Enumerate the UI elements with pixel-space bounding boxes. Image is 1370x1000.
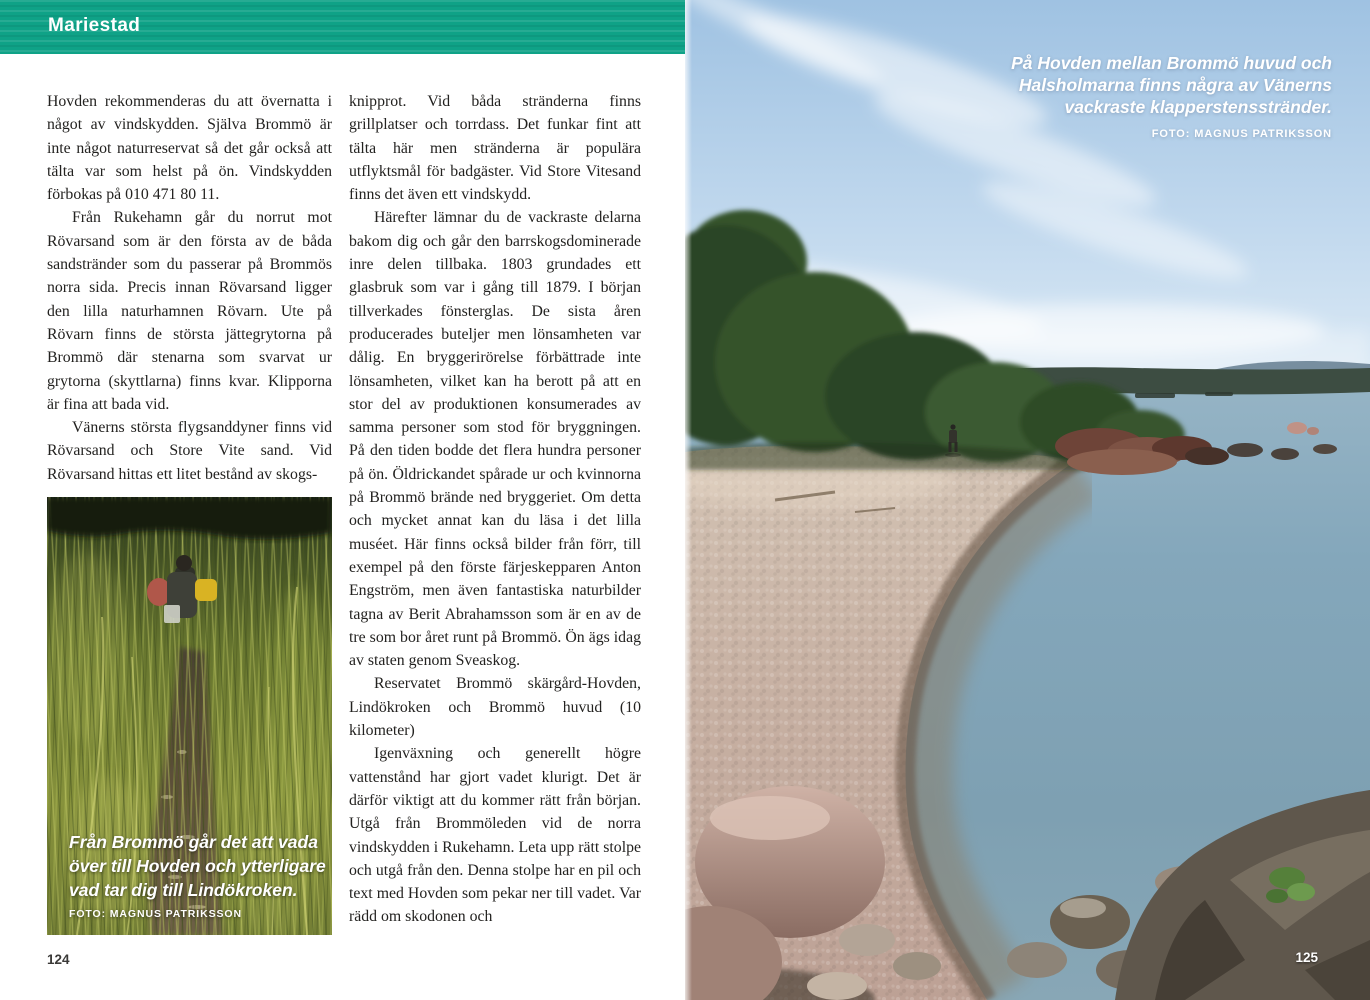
body-paragraph: Igenväxning och generellt högre vattenstånd har gjort vadet klurigt. Det är därför viktigt att du kommer rätt från början. Utgå från Brommöleden vid de norra vindskydden i Rukehamn. Leta upp rätt stolpe och utgå från den. Denna stolpe har en pil och text med Hovden som pekar ner till vadet. Var rädd om skodonen och [349,745,641,926]
text-column-2 [349,90,641,970]
photo-caption [69,830,326,921]
page-number-left: 124 [47,952,70,967]
body-paragraph: Härefter lämnar du de vackraste delarna bakom dig och går den barrskogsdominerade inre delen tillbaka. 1803 grundades ett glasbruk som var i gång till 1879. I början tillverkades fönsterglas. De sista åren producerades buteljer men lönsamheten var dålig. En bryggerirörelse förbättrade inte lönsamheten, vilket kan ha berott på att en stor del av produktionen konsumerades av samma personer som stod för bryggningen. På den tiden bodde det flera hundra personer på ön. Öldrickandet spårade ur och kvinnorna på Brommö brände ned bryggeriet. Om detta och mycket annat kan du läsa i det lilla muséet. Här finns också bilder från förr, till exempel på den förste färjeskepparen Anton Engström, men även fantastiska naturbilder tagna av Berit Abrahamsson som är en av de tre som bor året runt på Brommö. Ön ägs idag av staten genom Sveaskog. [349,209,641,670]
page-number-right: 125 [1295,950,1318,965]
pink-rock-in-water [1287,422,1307,434]
beach-photo-caption [1011,52,1332,145]
caption-line: På Hovden mellan Brommö huvud och [1011,53,1332,73]
wading-photo [47,497,332,935]
caption-line: vad tar dig till Lindökroken. [69,880,298,900]
body-paragraph: Hovden rekommenderas du att övernatta i något av vindskydden. Själva Brommö är inte något naturreservat så det går också att tälta var som helst på ön. Vindskydden förbokas på 010 471 80 11. [47,93,332,204]
body-paragraph: Från Rukehamn går du norrut mot Rövarsand som är den första av de båda sandstränder som du passerar på Brommös norra sida. Precis innan Rövarsand ligger den lilla naturhamnen Rövarn. Ute på Rövarn finns de största jättegrytorna på Brommö där stenarna som svarvat ur grytorna (skyttlarna) finns kvar. Klipporna är fina att bada vid. [47,209,332,413]
caption-line: Halsholmarna finns några av Vänerns [1018,75,1332,95]
caption-line: Från Brommö går det att vada [69,832,318,852]
section-header-bar [0,0,686,54]
page-title: Mariestad [48,15,141,36]
photo-credit: FOTO: MAGNUS PATRIKSSON [1151,128,1332,140]
photo-credit: FOTO: MAGNUS PATRIKSSON [69,908,242,920]
caption-line: över till Hovden och ytterligare [69,856,326,876]
body-paragraph: Vänerns största flygsanddyner finns vid Rövarsand och Store Vite sand. Vid Rövarsand hittas ett litet bestånd av skogs- [47,419,332,483]
body-paragraph: Reservatet Brommö skärgård-Hovden, Lindökroken och Brommö huvud (10 kilometer) [349,675,641,740]
right-page [685,0,1370,1000]
beach-photo [685,0,1370,1000]
caption-line: vackraste klapperstensstränder. [1064,97,1332,117]
body-paragraph: knipprot. Vid båda stränderna finns grillplatser och torrdass. Det funkar fint att tälta här men stränderna är populära utflyktsmål för badgäster. Vid Store Vitesand finns det även ett vindskydd. [349,93,641,204]
